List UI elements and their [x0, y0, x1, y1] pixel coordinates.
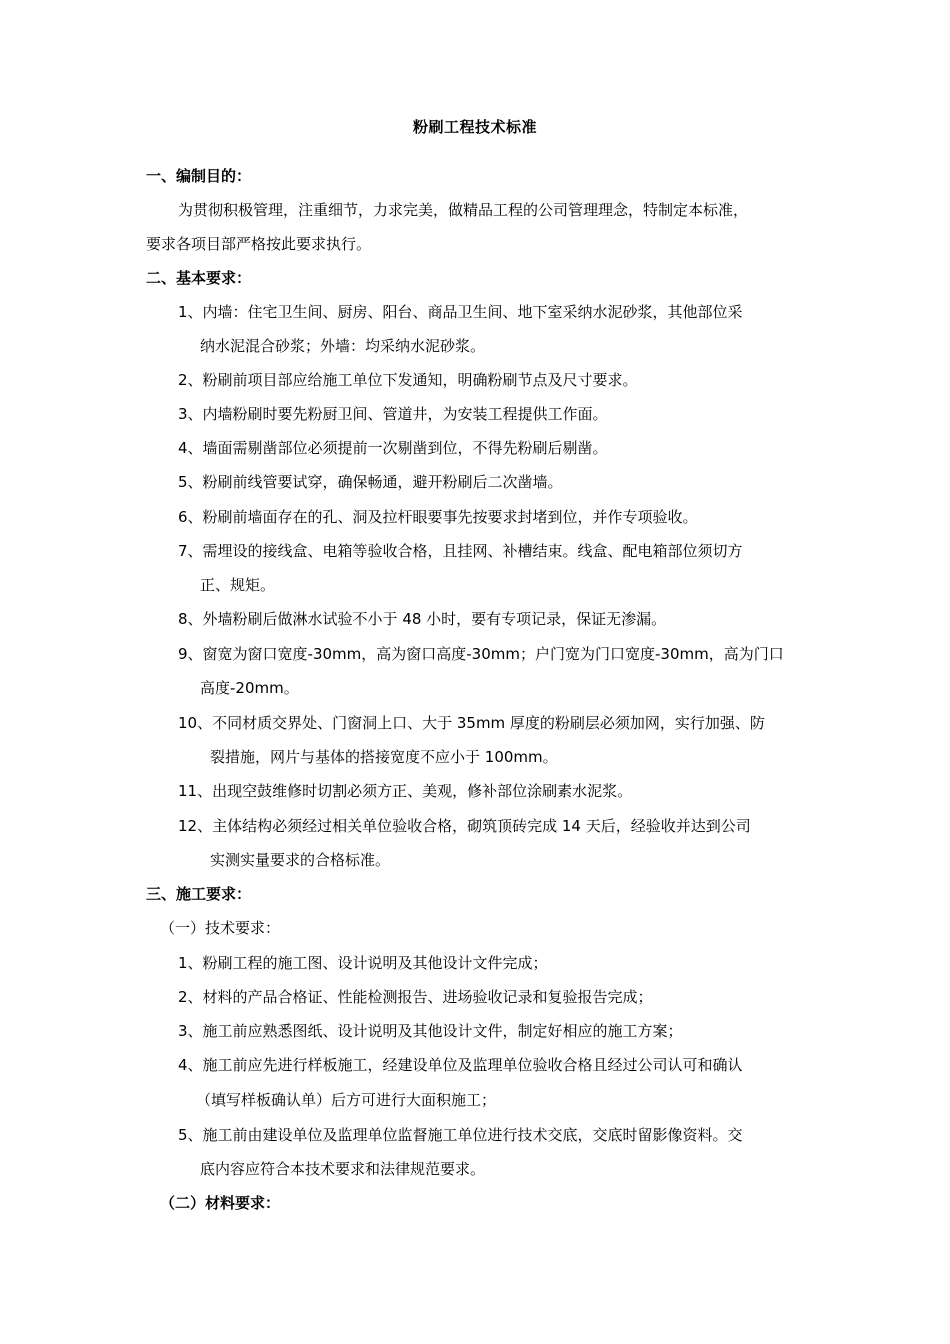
- technical-item-4-line-2: （填写样板确认单）后方可进行大面积施工；: [196, 1091, 497, 1109]
- basic-item-5: 5、粉刷前线管要试穿，确保畅通，避开粉刷后二次凿墙。: [178, 473, 563, 491]
- basic-item-12-line-1: 12、主体结构必须经过相关单位验收合格，砌筑顶砖完成 14 天后，经验收并达到公司: [178, 817, 751, 835]
- technical-item-4-line-1: 4、施工前应先进行样板施工，经建设单位及监理单位验收合格且经过公司认可和确认: [178, 1056, 743, 1074]
- section-heading-construction: 三、施工要求：: [146, 885, 252, 903]
- basic-item-7-line-2: 正、规矩。: [200, 576, 276, 594]
- section-heading-basic: 二、基本要求：: [146, 269, 252, 287]
- basic-item-3: 3、内墙粉刷时要先粉厨卫间、管道井，为安装工程提供工作面。: [178, 405, 608, 423]
- technical-item-5-line-1: 5、施工前由建设单位及监理单位监督施工单位进行技术交底，交底时留影像资料。交: [178, 1126, 743, 1144]
- basic-item-6: 6、粉刷前墙面存在的孔、洞及拉杆眼要事先按要求封堵到位，并作专项验收。: [178, 508, 698, 526]
- basic-item-8: 8、外墙粉刷后做淋水试验不小于 48 小时，要有专项记录，保证无渗漏。: [178, 610, 667, 628]
- subsection-technical: （一）技术要求：: [160, 919, 281, 937]
- technical-item-3: 3、施工前应熟悉图纸、设计说明及其他设计文件，制定好相应的施工方案；: [178, 1022, 683, 1040]
- technical-item-5-line-2: 底内容应符合本技术要求和法律规范要求。: [200, 1160, 486, 1178]
- purpose-paragraph-line-2: 要求各项目部严格按此要求执行。: [146, 235, 372, 253]
- basic-item-9-line-1: 9、窗宽为窗口宽度-30mm，高为窗口高度-30mm；户门宽为门口宽度-30mm，高为门口: [178, 645, 784, 663]
- subsection-materials: （二）材料要求：: [160, 1194, 281, 1212]
- basic-item-9-line-2: 高度-20mm。: [200, 679, 299, 697]
- basic-item-10-line-2: 裂措施，网片与基体的搭接宽度不应小于 100mm。: [210, 748, 558, 766]
- section-heading-purpose: 一、编制目的：: [146, 167, 252, 185]
- technical-item-2: 2、材料的产品合格证、性能检测报告、进场验收记录和复验报告完成；: [178, 988, 653, 1006]
- basic-item-12-line-2: 实测实量要求的合格标准。: [210, 851, 391, 869]
- purpose-paragraph-line-1: 为贯彻积极管理，注重细节，力求完美，做精品工程的公司管理理念，特制定本标准，: [178, 201, 749, 219]
- basic-item-10-line-1: 10、不同材质交界处、门窗洞上口、大于 35mm 厚度的粉刷层必须加网，实行加强、防: [178, 714, 765, 732]
- basic-item-11: 11、出现空鼓维修时切割必须方正、美观，修补部位涂刷素水泥浆。: [178, 782, 633, 800]
- basic-item-4: 4、墙面需剔凿部位必须提前一次剔凿到位，不得先粉刷后剔凿。: [178, 439, 608, 457]
- document-title: 粉刷工程技术标准: [412, 118, 537, 136]
- basic-item-7-line-1: 7、需埋设的接线盒、电箱等验收合格，且挂网、补槽结束。线盒、配电箱部位须切方: [178, 542, 743, 560]
- basic-item-2: 2、粉刷前项目部应给施工单位下发通知，明确粉刷节点及尺寸要求。: [178, 371, 638, 389]
- basic-item-1-line-1: 1、内墙：住宅卫生间、厨房、阳台、商品卫生间、地下室采纳水泥砂浆，其他部位采: [178, 303, 743, 321]
- technical-item-1: 1、粉刷工程的施工图、设计说明及其他设计文件完成；: [178, 954, 548, 972]
- basic-item-1-line-2: 纳水泥混合砂浆；外墙：均采纳水泥砂浆。: [200, 337, 486, 355]
